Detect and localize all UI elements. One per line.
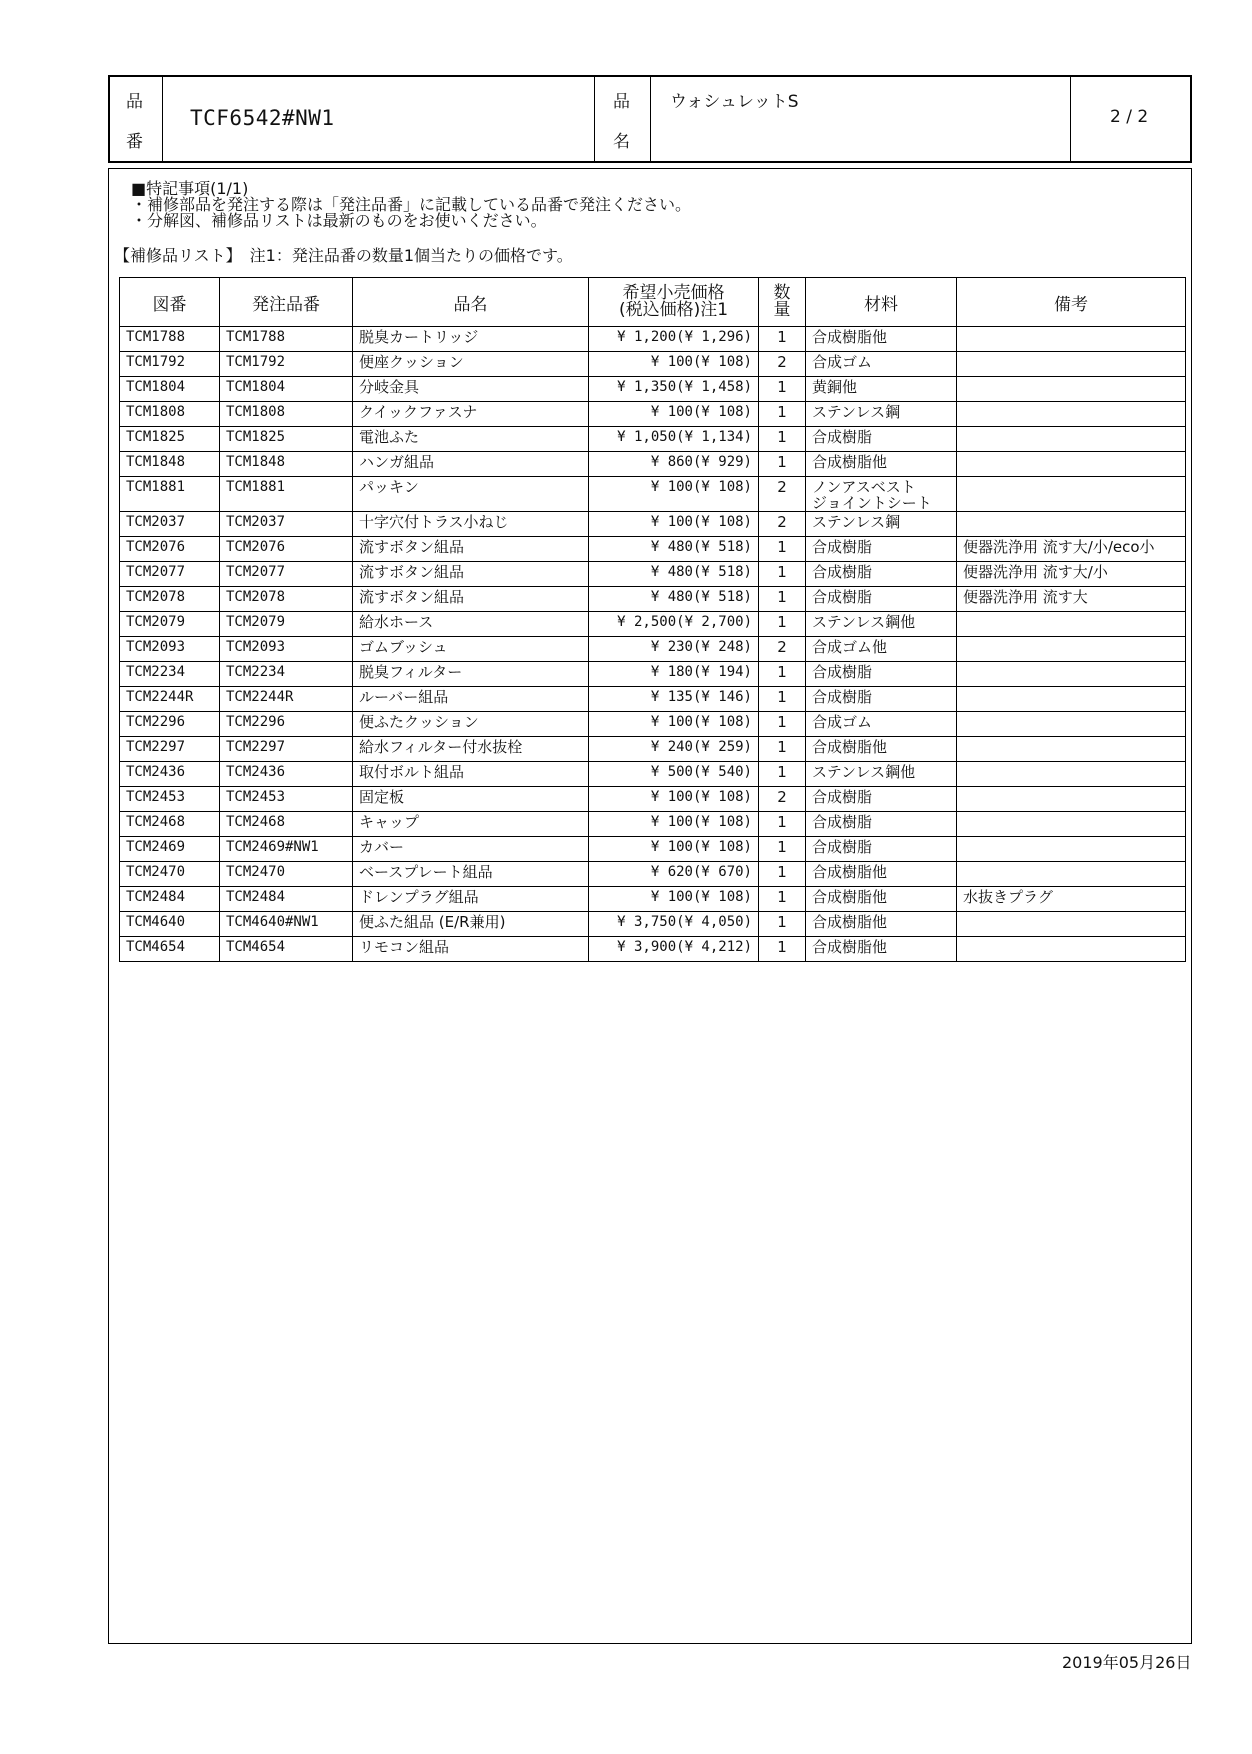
table-row (120, 587, 1186, 612)
material-cell: 合成樹脂 (806, 687, 957, 712)
part-name-cell: ベースプレート組品 (353, 862, 589, 887)
fig-cell: TCM2234 (120, 662, 220, 687)
fig-cell: TCM2468 (120, 812, 220, 837)
col-header-material: 材料 (806, 278, 957, 327)
order-no-cell: TCM2079 (220, 612, 353, 637)
qty-cell: 1 (759, 452, 806, 477)
material-cell: 合成樹脂他 (806, 737, 957, 762)
header-box (108, 75, 1192, 163)
table-row (120, 862, 1186, 887)
material-cell: 合成樹脂 (806, 787, 957, 812)
remarks-cell (957, 912, 1186, 937)
qty-cell: 1 (759, 837, 806, 862)
note-line: ・補修部品を発注する際は「発注品番」に記載している品番で発注ください。 (131, 195, 692, 214)
material-cell: 黄銅他 (806, 377, 957, 402)
price-cell: ¥ 100(¥ 108) (589, 837, 759, 862)
table-row (120, 887, 1186, 912)
price-cell: ¥ 3,750(¥ 4,050) (589, 912, 759, 937)
qty-cell: 1 (759, 812, 806, 837)
material-cell: 合成ゴム (806, 352, 957, 377)
fig-cell: TCM1804 (120, 377, 220, 402)
header-divider (1070, 77, 1071, 161)
order-no-cell: TCM2093 (220, 637, 353, 662)
material-cell: ステンレス鋼他 (806, 762, 957, 787)
part-name-cell: ルーバー組品 (353, 687, 589, 712)
part-name-cell: キャップ (353, 812, 589, 837)
material-cell: 合成樹脂 (806, 837, 957, 862)
remarks-cell (957, 477, 1186, 512)
col-header-price (589, 278, 759, 327)
part-no-label-1: 品 (126, 92, 143, 112)
part-name-cell: リモコン組品 (353, 937, 589, 962)
fig-cell: TCM2076 (120, 537, 220, 562)
remarks-cell (957, 762, 1186, 787)
order-no-cell: TCM2297 (220, 737, 353, 762)
qty-cell: 1 (759, 737, 806, 762)
part-name-cell: 脱臭カートリッジ (353, 327, 589, 352)
part-name-cell: ドレンプラグ組品 (353, 887, 589, 912)
qty-cell: 1 (759, 377, 806, 402)
table-row (120, 687, 1186, 712)
order-no-cell: TCM1825 (220, 427, 353, 452)
part-no-label-2: 番 (126, 132, 143, 152)
part-name-cell: ハンガ組品 (353, 452, 589, 477)
material-cell: 合成樹脂他 (806, 452, 957, 477)
remarks-cell (957, 687, 1186, 712)
price-cell: ¥ 480(¥ 518) (589, 562, 759, 587)
part-name-cell: カバー (353, 837, 589, 862)
order-no-cell: TCM2436 (220, 762, 353, 787)
parts-table (119, 277, 1186, 962)
fig-cell: TCM1848 (120, 452, 220, 477)
material-cell: ステンレス鋼他 (806, 612, 957, 637)
part-name-cell: 流すボタン組品 (353, 587, 589, 612)
price-cell: ¥ 100(¥ 108) (589, 402, 759, 427)
order-no-cell: TCM1792 (220, 352, 353, 377)
qty-cell: 1 (759, 587, 806, 612)
remarks-cell (957, 352, 1186, 377)
remarks-cell (957, 402, 1186, 427)
price-cell: ¥ 230(¥ 248) (589, 637, 759, 662)
qty-cell: 1 (759, 937, 806, 962)
table-row (120, 662, 1186, 687)
remarks-cell (957, 937, 1186, 962)
table-row (120, 837, 1186, 862)
order-no-cell: TCM2468 (220, 812, 353, 837)
table-row (120, 937, 1186, 962)
remarks-cell (957, 452, 1186, 477)
order-no-cell: TCM2470 (220, 862, 353, 887)
price-cell: ¥ 135(¥ 146) (589, 687, 759, 712)
fig-cell: TCM2484 (120, 887, 220, 912)
fig-cell: TCM2297 (120, 737, 220, 762)
remarks-cell (957, 737, 1186, 762)
remarks-cell (957, 427, 1186, 452)
price-header-line2: (税込価格)注1 (618, 299, 729, 320)
order-no-cell: TCM2453 (220, 787, 353, 812)
remarks-cell: 便器洗浄用 流す大 (957, 587, 1186, 612)
fig-cell: TCM1825 (120, 427, 220, 452)
table-row (120, 737, 1186, 762)
table-row (120, 512, 1186, 537)
order-no-cell: TCM2076 (220, 537, 353, 562)
fig-cell: TCM2077 (120, 562, 220, 587)
price-cell: ¥ 100(¥ 108) (589, 477, 759, 512)
table-row (120, 537, 1186, 562)
order-no-cell: TCM1804 (220, 377, 353, 402)
price-cell: ¥ 500(¥ 540) (589, 762, 759, 787)
material-cell: 合成樹脂 (806, 812, 957, 837)
order-no-cell: TCM1808 (220, 402, 353, 427)
remarks-cell (957, 637, 1186, 662)
fig-cell: TCM2037 (120, 512, 220, 537)
table-row (120, 812, 1186, 837)
qty-cell: 2 (759, 477, 806, 512)
table-row (120, 452, 1186, 477)
remarks-cell: 水抜きプラグ (957, 887, 1186, 912)
col-header-name: 品名 (353, 278, 589, 327)
part-name-cell: 分岐金具 (353, 377, 589, 402)
header-divider (650, 77, 651, 161)
remarks-cell (957, 787, 1186, 812)
order-no-cell: TCM2244R (220, 687, 353, 712)
price-header-line1: 希望小売価格 (622, 282, 725, 303)
special-notes (131, 181, 691, 229)
fig-cell: TCM2078 (120, 587, 220, 612)
table-row (120, 327, 1186, 352)
qty-cell: 1 (759, 912, 806, 937)
remarks-cell (957, 837, 1186, 862)
col-header-remarks: 備考 (957, 278, 1186, 327)
material-cell: 合成樹脂他 (806, 327, 957, 352)
material-cell: 合成樹脂他 (806, 887, 957, 912)
fig-cell: TCM2079 (120, 612, 220, 637)
fig-cell: TCM2453 (120, 787, 220, 812)
fig-cell: TCM2436 (120, 762, 220, 787)
product-name-label-2: 名 (613, 132, 630, 152)
order-no-cell: TCM2296 (220, 712, 353, 737)
part-name-cell: クイックファスナ (353, 402, 589, 427)
order-no-cell: TCM2078 (220, 587, 353, 612)
price-cell: ¥ 480(¥ 518) (589, 587, 759, 612)
fig-cell: TCM2093 (120, 637, 220, 662)
notes-title: ■特記事項(1/1) (131, 179, 249, 198)
material-cell: 合成ゴム他 (806, 637, 957, 662)
material-cell: ノンアスベスト ジョイントシート (806, 477, 957, 512)
price-cell: ¥ 1,200(¥ 1,296) (589, 327, 759, 352)
part-name-cell: 便座クッション (353, 352, 589, 377)
part-name-cell: パッキン (353, 477, 589, 512)
price-cell: ¥ 100(¥ 108) (589, 712, 759, 737)
remarks-cell (957, 377, 1186, 402)
header-divider (162, 77, 163, 161)
remarks-cell (957, 612, 1186, 637)
remarks-cell (957, 712, 1186, 737)
issue-date: 2019年05月26日 (1062, 1653, 1192, 1672)
col-header-order-no: 発注品番 (220, 278, 353, 327)
order-no-cell: TCM1848 (220, 452, 353, 477)
remarks-cell: 便器洗浄用 流す大/小/eco小 (957, 537, 1186, 562)
part-name-cell: 取付ボルト組品 (353, 762, 589, 787)
material-cell: 合成樹脂他 (806, 912, 957, 937)
qty-cell: 1 (759, 887, 806, 912)
material-cell: 合成樹脂他 (806, 862, 957, 887)
remarks-cell (957, 662, 1186, 687)
material-cell: 合成樹脂他 (806, 937, 957, 962)
remarks-cell (957, 862, 1186, 887)
fig-cell: TCM2296 (120, 712, 220, 737)
qty-cell: 2 (759, 512, 806, 537)
fig-cell: TCM1808 (120, 402, 220, 427)
qty-cell: 1 (759, 612, 806, 637)
qty-cell: 1 (759, 427, 806, 452)
order-no-cell: TCM4640#NW1 (220, 912, 353, 937)
part-name-cell: 固定板 (353, 787, 589, 812)
part-name-cell: 給水フィルター付水抜栓 (353, 737, 589, 762)
price-cell: ¥ 100(¥ 108) (589, 352, 759, 377)
remarks-cell (957, 512, 1186, 537)
fig-cell: TCM2244R (120, 687, 220, 712)
header-divider (594, 77, 595, 161)
table-row (120, 637, 1186, 662)
price-cell: ¥ 100(¥ 108) (589, 512, 759, 537)
table-row (120, 402, 1186, 427)
part-name-cell: 便ふた組品 (E/R兼用) (353, 912, 589, 937)
order-no-cell: TCM2037 (220, 512, 353, 537)
qty-cell: 1 (759, 562, 806, 587)
fig-cell: TCM1881 (120, 477, 220, 512)
table-row (120, 352, 1186, 377)
fig-cell: TCM4640 (120, 912, 220, 937)
remarks-cell (957, 327, 1186, 352)
price-cell: ¥ 1,050(¥ 1,134) (589, 427, 759, 452)
table-row (120, 787, 1186, 812)
order-no-cell: TCM2077 (220, 562, 353, 587)
qty-cell: 1 (759, 862, 806, 887)
fig-cell: TCM2470 (120, 862, 220, 887)
material-cell: 合成樹脂 (806, 427, 957, 452)
table-row (120, 912, 1186, 937)
price-cell: ¥ 100(¥ 108) (589, 812, 759, 837)
price-cell: ¥ 100(¥ 108) (589, 887, 759, 912)
part-name-cell: ゴムブッシュ (353, 637, 589, 662)
material-cell: 合成ゴム (806, 712, 957, 737)
price-cell: ¥ 860(¥ 929) (589, 452, 759, 477)
order-no-cell: TCM1788 (220, 327, 353, 352)
col-header-fig: 図番 (120, 278, 220, 327)
parts-list-title: 【補修品リスト】 注1：発注品番の数量1個当たりの価格です。 (114, 246, 573, 265)
qty-cell: 2 (759, 352, 806, 377)
part-name-cell: 電池ふた (353, 427, 589, 452)
fig-cell: TCM1788 (120, 327, 220, 352)
qty-cell: 1 (759, 327, 806, 352)
material-cell: 合成樹脂 (806, 562, 957, 587)
fig-cell: TCM1792 (120, 352, 220, 377)
table-row (120, 712, 1186, 737)
order-no-cell: TCM2469#NW1 (220, 837, 353, 862)
order-no-cell: TCM1881 (220, 477, 353, 512)
qty-cell: 2 (759, 787, 806, 812)
table-header-row (120, 278, 1186, 327)
price-cell: ¥ 3,900(¥ 4,212) (589, 937, 759, 962)
table-row (120, 762, 1186, 787)
qty-cell: 1 (759, 402, 806, 427)
product-name: ウォシュレットS (670, 92, 799, 112)
price-cell: ¥ 180(¥ 194) (589, 662, 759, 687)
price-cell: ¥ 240(¥ 259) (589, 737, 759, 762)
table-body (120, 327, 1186, 962)
part-name-cell: 流すボタン組品 (353, 537, 589, 562)
price-cell: ¥ 100(¥ 108) (589, 787, 759, 812)
content-box-bottom-border (109, 1643, 1191, 1644)
qty-cell: 1 (759, 662, 806, 687)
qty-cell: 1 (759, 762, 806, 787)
order-no-cell: TCM2484 (220, 887, 353, 912)
table-row (120, 612, 1186, 637)
fig-cell: TCM2469 (120, 837, 220, 862)
part-name-cell: 給水ホース (353, 612, 589, 637)
table-row (120, 477, 1186, 512)
price-cell: ¥ 1,350(¥ 1,458) (589, 377, 759, 402)
qty-header-line2: 量 (773, 299, 791, 320)
part-name-cell: 便ふたクッション (353, 712, 589, 737)
fig-cell: TCM4654 (120, 937, 220, 962)
qty-cell: 1 (759, 537, 806, 562)
remarks-cell: 便器洗浄用 流す大/小 (957, 562, 1186, 587)
material-cell: 合成樹脂 (806, 537, 957, 562)
order-no-cell: TCM4654 (220, 937, 353, 962)
qty-header-line1: 数 (773, 282, 791, 303)
part-name-cell: 流すボタン組品 (353, 562, 589, 587)
table-row (120, 562, 1186, 587)
qty-cell: 2 (759, 637, 806, 662)
part-name-cell: 脱臭フィルター (353, 662, 589, 687)
page-number: 2 / 2 (1110, 107, 1149, 127)
price-cell: ¥ 480(¥ 518) (589, 537, 759, 562)
remarks-cell (957, 812, 1186, 837)
material-cell: ステンレス鋼 (806, 512, 957, 537)
order-no-cell: TCM2234 (220, 662, 353, 687)
note-line: ・分解図、補修品リストは最新のものをお使いください。 (131, 211, 547, 230)
qty-cell: 1 (759, 687, 806, 712)
table-row (120, 377, 1186, 402)
table-row (120, 427, 1186, 452)
product-name-label-1: 品 (613, 92, 630, 112)
col-header-qty (759, 278, 806, 327)
price-cell: ¥ 2,500(¥ 2,700) (589, 612, 759, 637)
part-number: TCF6542#NW1 (190, 106, 335, 130)
material-cell: 合成樹脂 (806, 587, 957, 612)
part-name-cell: 十字穴付トラス小ねじ (353, 512, 589, 537)
price-cell: ¥ 620(¥ 670) (589, 862, 759, 887)
qty-cell: 1 (759, 712, 806, 737)
material-cell: 合成樹脂 (806, 662, 957, 687)
material-cell: ステンレス鋼 (806, 402, 957, 427)
